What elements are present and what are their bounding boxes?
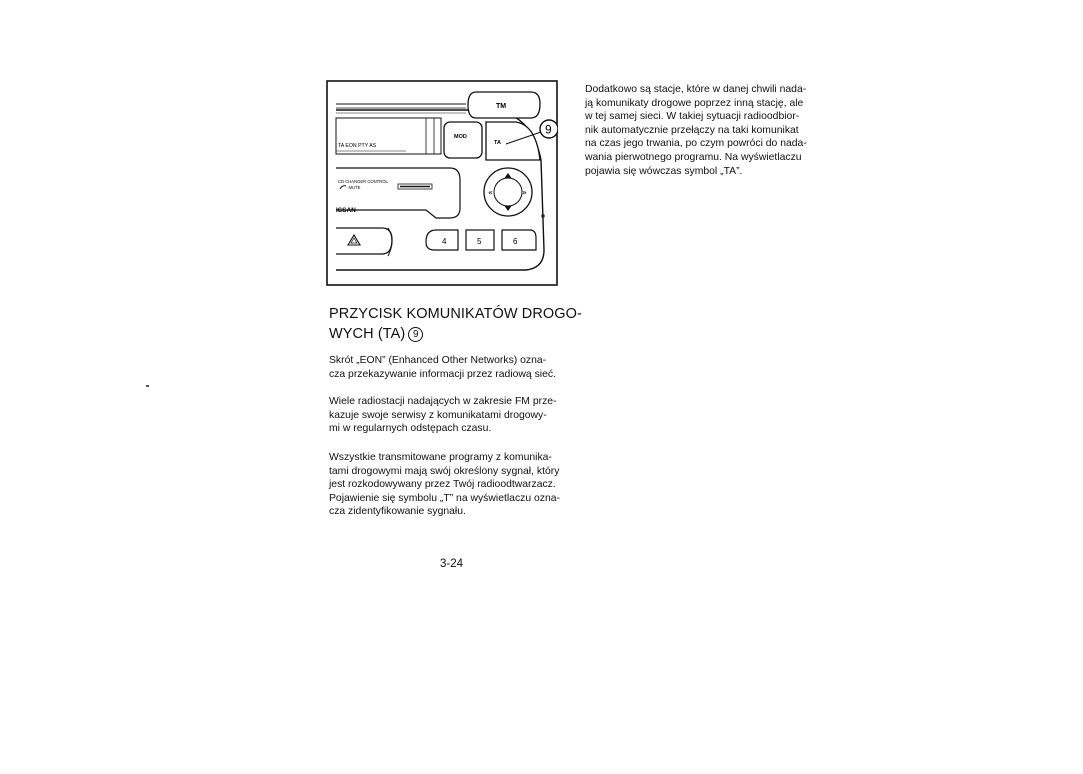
- right-column-text: [585, 83, 835, 178]
- paragraph-line: mi w regularnych odstępach czasu.: [329, 423, 492, 435]
- right-column-line: ją komunikaty drogowe poprzez inną stację, ale: [585, 97, 804, 109]
- heading-number-badge: 9: [408, 327, 423, 342]
- paragraph-line: Wszystkie transmitowane programy z komunika-: [329, 452, 552, 463]
- paragraph-line: kazuje swoje serwisy z komunikatami drogowy-: [329, 409, 547, 421]
- paragraph-eon: [329, 354, 579, 381]
- right-column-line: nik automatycznie przełączy na taki komunikat: [585, 124, 799, 136]
- scan-speck: [146, 385, 149, 387]
- page-number: 3-24: [440, 558, 464, 570]
- mod-label: MOD: [454, 134, 467, 140]
- heading-line-2: [329, 324, 579, 344]
- right-column-line: na czas jego trwania, po czym powróci do nada-: [585, 138, 807, 150]
- heading-line-2-text: WYCH (TA): [329, 326, 406, 342]
- tm-label: TM: [496, 103, 507, 110]
- brand-label: ISSAN: [336, 207, 356, 214]
- paragraph-line: cza przekazywanie informacji przez radiową sieć.: [329, 368, 556, 380]
- paragraph-line: Wiele radiostacji nadających w zakresie FM prze-: [329, 396, 557, 407]
- preset-5-label: 5: [477, 237, 482, 246]
- right-column-line: Dodatkowo są stacje, które w danej chwili nada-: [585, 84, 807, 95]
- radio-illustration: [326, 80, 558, 286]
- paragraph-line: jest rozkodowywany przez Twój radioodtwarzacz.: [329, 479, 556, 491]
- svg-text:»: »: [522, 188, 527, 197]
- right-column-line: pojawia się wówczas symbol „TA”.: [585, 165, 743, 177]
- paragraph-line: cza zidentyfikowanie sygnału.: [329, 506, 466, 518]
- paragraph-fm-stations: [329, 395, 579, 436]
- radio-panel-drawing: [326, 80, 558, 286]
- mute-label: · MUTE: [346, 185, 361, 190]
- section-heading: [329, 304, 582, 344]
- preset-4-label: 4: [442, 237, 447, 246]
- paragraph-line: tami drogowymi mają swój określony sygnał, który: [329, 465, 560, 477]
- right-column-line: w tej samej sieci. W takiej sytuacji radioodbior-: [585, 111, 800, 123]
- right-column-line: wania pierwotnego programu. Na wyświetlaczu: [585, 151, 802, 163]
- callout-number: 9: [545, 122, 552, 137]
- cd-changer-label: CD CHANGER CONTROL: [338, 179, 388, 184]
- display-row-label: TA EON PTY AS: [338, 143, 377, 149]
- heading-line-1: PRZYCISK KOMUNIKATÓW DROGO-: [329, 306, 582, 322]
- svg-text:«: «: [488, 188, 493, 197]
- paragraph-signal: [329, 451, 579, 519]
- paragraph-line: Pojawienie się symbolu „T” na wyświetlaczu ozna-: [329, 492, 560, 504]
- preset-6-label: 6: [513, 237, 518, 246]
- paragraph-line: Skrót „EON” (Enhanced Other Networks) ozna-: [329, 355, 547, 366]
- ta-label: TA: [494, 140, 501, 146]
